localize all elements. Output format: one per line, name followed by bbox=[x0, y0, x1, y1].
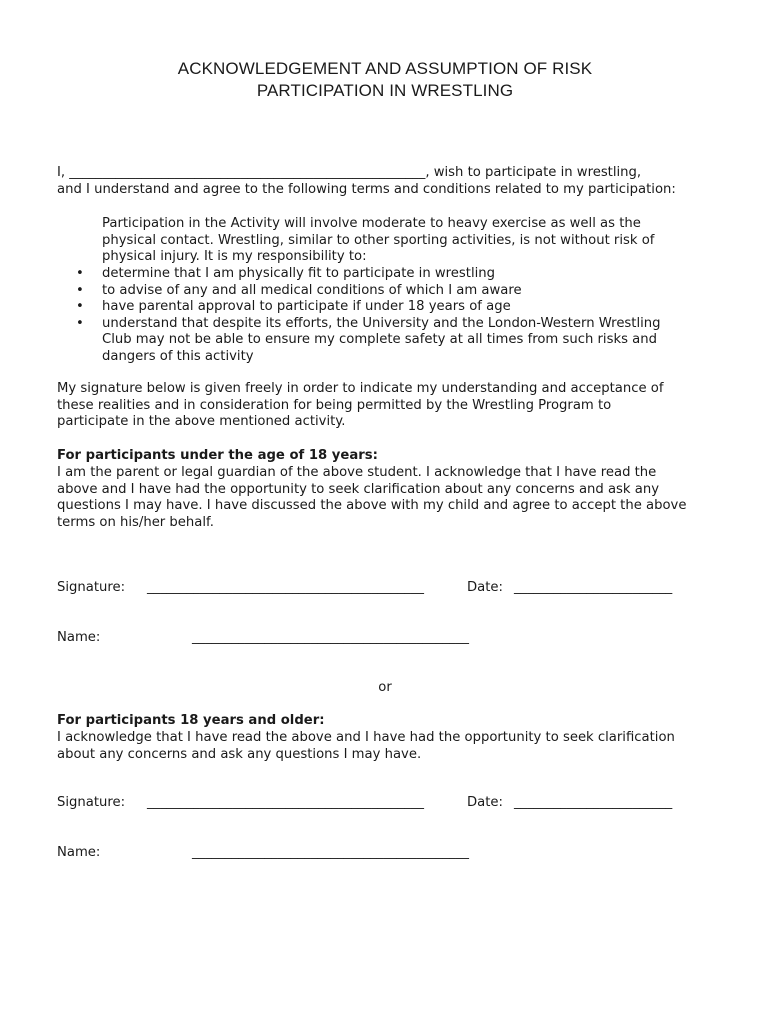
responsibility-list bbox=[76, 266, 716, 366]
adult-line-2: about any concerns and ask any questions I may have. bbox=[57, 746, 422, 762]
intro-line-2: and I understand and agree to the following terms and conditions related to my participation: bbox=[57, 181, 676, 197]
minor-signature-label: Signature: bbox=[57, 580, 126, 595]
list-item bbox=[76, 299, 716, 316]
minor-acknowledgement bbox=[57, 465, 727, 531]
list-item bbox=[76, 316, 716, 366]
adult-name-label: Name: bbox=[57, 845, 101, 860]
document-title-line-1: ACKNOWLEDGEMENT AND ASSUMPTION OF RISK bbox=[177, 59, 593, 78]
list-item-text: understand that despite its efforts, the University and the London-Western Wrestling bbox=[102, 315, 661, 331]
list-item-text: to advise of any and all medical conditions of which I am aware bbox=[102, 282, 522, 298]
adult-line-1: I acknowledge that I have read the above and I have had the opportunity to seek clarification bbox=[57, 730, 675, 745]
adult-name-field[interactable]: __________________________________________ bbox=[192, 845, 469, 860]
list-item bbox=[76, 266, 716, 283]
minor-line-3: questions I may have. I have discussed the above with my child and agree to accept the above bbox=[57, 498, 687, 514]
list-item-text: Club may not be able to ensure my complete safety at all times from such risks and bbox=[102, 332, 657, 348]
adult-signature-field[interactable]: __________________________________________ bbox=[147, 795, 424, 810]
activity-line-3: physical injury. It is my responsibility to: bbox=[102, 249, 367, 265]
statement-line-2: these realities and in consideration for being permitted by the Wrestling Program to bbox=[57, 397, 612, 413]
or-separator: or bbox=[378, 680, 392, 695]
bullet-icon: • bbox=[76, 315, 84, 331]
bullet-icon: • bbox=[76, 299, 84, 315]
activity-line-1: Participation in the Activity will involve moderate to heavy exercise as well as the bbox=[102, 216, 641, 231]
adult-signature-label: Signature: bbox=[57, 795, 126, 810]
bullet-icon: • bbox=[76, 266, 84, 281]
statement-line-3: participate in the above mentioned activity. bbox=[57, 414, 346, 430]
intro-line-1: I, ______________________________________________________, wish to participate in wrestling, bbox=[57, 165, 642, 180]
minor-name-field[interactable]: __________________________________________ bbox=[192, 630, 469, 645]
minor-date-field[interactable]: ________________________ bbox=[514, 580, 673, 595]
adult-date-label: Date: bbox=[467, 795, 503, 810]
minor-date-label: Date: bbox=[467, 580, 503, 595]
minor-section-heading: For participants under the age of 18 years: bbox=[57, 448, 378, 463]
intro-paragraph bbox=[57, 165, 727, 198]
minor-line-1: I am the parent or legal guardian of the above student. I acknowledge that I have read the bbox=[57, 465, 657, 480]
adult-section-heading: For participants 18 years and older: bbox=[57, 713, 325, 728]
adult-acknowledgement bbox=[57, 730, 727, 763]
minor-name-label: Name: bbox=[57, 630, 101, 645]
document-title-line-2: PARTICIPATION IN WRESTLING bbox=[256, 81, 514, 100]
signature-statement bbox=[57, 381, 727, 431]
activity-paragraph bbox=[102, 216, 712, 266]
list-item bbox=[76, 283, 716, 300]
list-item-text: have parental approval to participate if under 18 years of age bbox=[102, 299, 511, 315]
statement-line-1: My signature below is given freely in order to indicate my understanding and acceptance of bbox=[57, 381, 664, 396]
adult-date-field[interactable]: ________________________ bbox=[514, 795, 673, 810]
bullet-icon: • bbox=[76, 282, 84, 298]
list-item-text: dangers of this activity bbox=[102, 348, 254, 364]
activity-line-2: physical contact. Wrestling, similar to other sporting activities, is not without risk of bbox=[102, 232, 655, 248]
minor-line-2: above and I have had the opportunity to seek clarification about any concerns and ask any bbox=[57, 481, 660, 497]
minor-signature-field[interactable]: __________________________________________ bbox=[147, 580, 424, 595]
list-item-text: determine that I am physically fit to participate in wrestling bbox=[102, 266, 496, 281]
minor-line-4: terms on his/her behalf. bbox=[57, 514, 214, 530]
